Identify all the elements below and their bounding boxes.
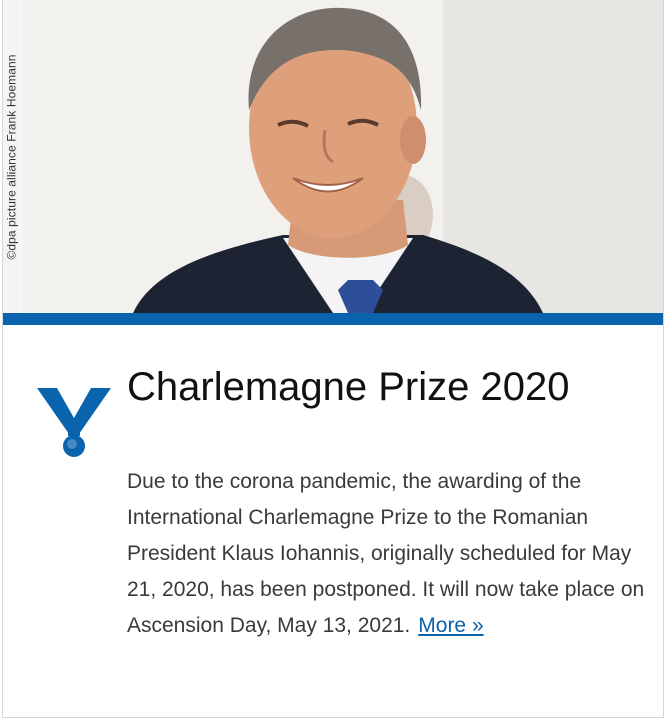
more-link[interactable]: More » — [418, 614, 484, 637]
accent-bar — [3, 313, 663, 325]
photo-credit — [3, 0, 21, 313]
photo-credit-text: ©dpa picture alliance Frank Hoemann — [5, 53, 19, 260]
article-body-text: Due to the corona pandemic, the awarding of the International Charlemagne Prize to the Romanian President Klaus Iohannis, originally scheduled for May 21, 2020, has been postponed. It will now take place on Ascension Day, May 13, 2021. — [127, 470, 645, 637]
medal-icon — [37, 386, 111, 458]
article-body — [127, 464, 647, 644]
portrait-illustration — [3, 0, 663, 313]
news-card — [2, 0, 664, 718]
portrait-photo — [3, 0, 663, 313]
article-title: Charlemagne Prize 2020 — [127, 365, 570, 409]
